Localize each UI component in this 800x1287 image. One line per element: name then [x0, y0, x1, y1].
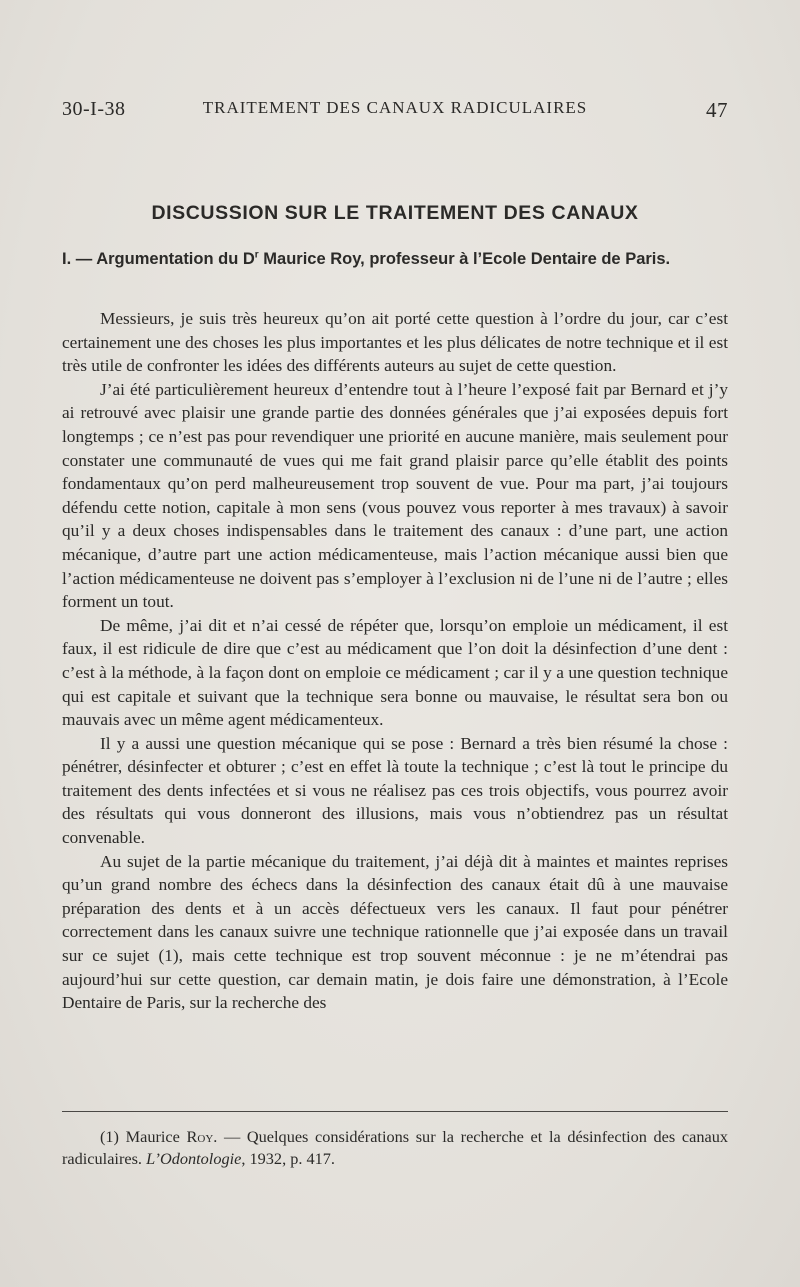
footnote-body: . — Quelques considérations sur la recherche et la désinfection des canaux radiculaires.: [62, 1127, 728, 1168]
subtitle-superscript: r: [254, 249, 259, 261]
running-head-title: TRAITEMENT DES CANAUX RADICULAIRES: [202, 98, 588, 117]
page-number: 47: [706, 98, 728, 122]
footnote-text: [62, 1126, 728, 1170]
paragraph: De même, j’ai dit et n’ai cessé de répéter que, lorsqu’on emploie un médicament, il est faux, il est ridicule de dire que c’est au médicament que l’on doit la désinfection d’une dent : c’est à la méthode, à la façon dont on emploie ce médicament ; car il y a une question technique qui est capitale et suivant que la technique sera bonne ou mauvaise, le résultat sera bon ou mauvais avec un même agent médicamenteux.: [62, 615, 728, 730]
footnote-tail: , 1932, p. 417.: [241, 1149, 335, 1168]
paragraph: Au sujet de la partie mécanique du traitement, j’ai déjà dit à maintes et maintes reprises qu’un grand nombre des échecs dans la désinfection des canaux était dû à une mauvaise préparation des dents et à un accès défectueux vers les canaux. Il faut pour pénétrer correctement dans les canaux suivre une technique rationnelle que j’ai exposée dans un travail sur ce sujet (1), mais cette technique est trop souvent méconnue : je ne m’étendrai pas aujourd’hui sur cette question, car demain matin, je dois faire une démonstration, à l’Ecole Dentaire de Paris, sur la recherche des: [62, 851, 728, 1013]
paragraph: Messieurs, je suis très heureux qu’on ait porté cette question à l’ordre du jour, car c’est certainement une des choses les plus importantes et les plus délicates de notre technique et il est très utile de confronter les idées des différents auteurs au sujet de cette question.: [62, 309, 728, 376]
footnote-journal: L’Odontologie: [146, 1149, 242, 1168]
running-head-date: 30-I-38: [62, 98, 126, 120]
subtitle-suffix: Maurice Roy, professeur à l’Ecole Dentaire de Paris.: [258, 250, 671, 268]
running-head: [62, 98, 728, 128]
section-subtitle: [62, 248, 728, 271]
footnote-divider: [62, 1111, 728, 1112]
footnote-marker: (1) Maurice: [100, 1127, 187, 1146]
paragraph: Il y a aussi une question mécanique qui se pose : Bernard a très bien résumé la chose : pénétrer, désinfecter et obturer ; c’est en effet là toute la technique ; c’est là tout le principe du traitement des dents infectées et si vous ne réalisez pas ces trois objectifs, vous pourrez avoir des résultats qui vous donneront des illusions, mais vous n’obtiendrez pas un résultat convenable.: [62, 733, 728, 848]
footnote-author: Roy: [186, 1127, 214, 1146]
subtitle-prefix: I. — Argumentation du D: [62, 250, 255, 268]
paragraph: J’ai été particulièrement heureux d’entendre tout à l’heure l’exposé fait par Bernard et j’y ai retrouvé avec plaisir une grande partie des données générales que j’ai exposées depuis fort longtemps ; ce n’est pas pour revendiquer une priorité en aucune manière, mais seulement pour constater une communauté de vues qui me fait grand plaisir parce qu’elle établit des points fondamentaux qu’on perd malheureusement trop souvent de vue. Pour ma part, j’ai toujours défendu cette notion, capitale à mon sens (vous pouvez vous reporter à mes travaux) à savoir qu’il y a deux choses indispensables dans le traitement des canaux : d’une part, une action mécanique, d’autre part une action médicamenteuse, mais l’action mécanique aussi bien que l’action médicamenteuse ne doivent pas s’employer à l’exclusion ni de l’une ni de l’autre ; elles forment un tout.: [62, 379, 728, 612]
body-text: [62, 307, 728, 1015]
section-title: DISCUSSION SUR LE TRAITEMENT DES CANAUX: [151, 202, 639, 224]
footnote: [62, 1126, 728, 1170]
